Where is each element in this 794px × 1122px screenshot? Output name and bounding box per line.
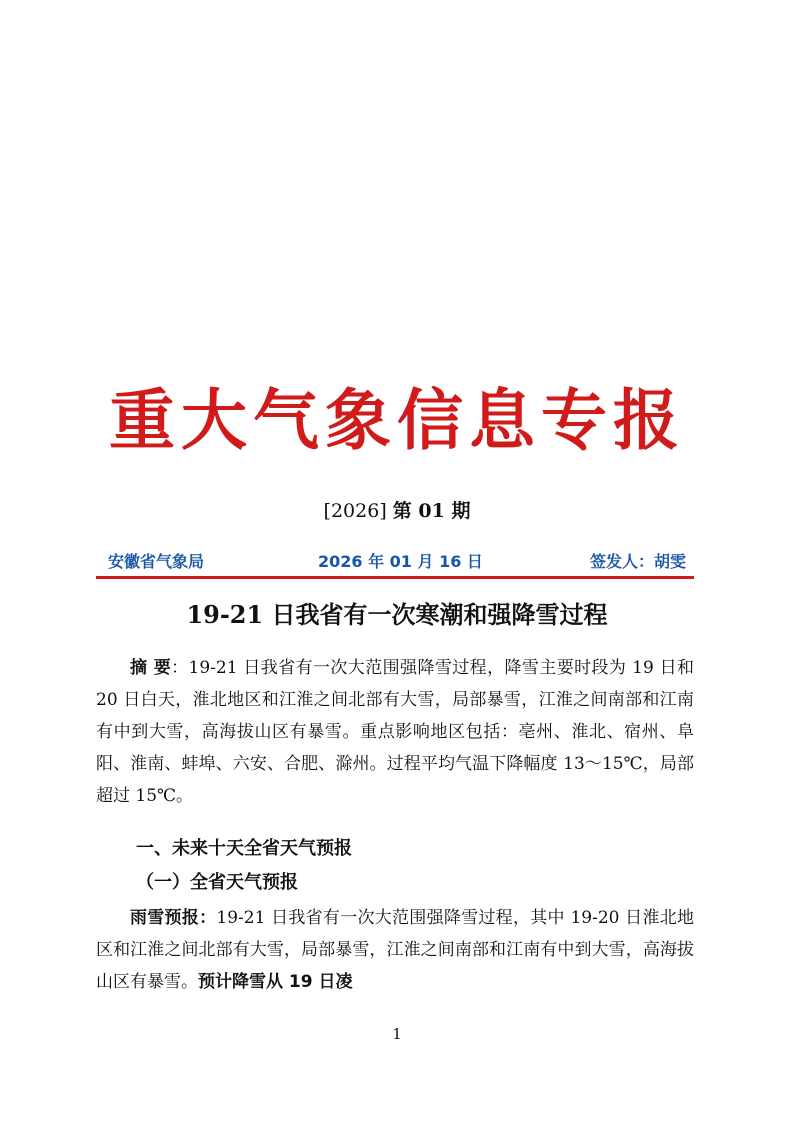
abstract-label: 摘 要 [130, 658, 172, 678]
header-divider [96, 576, 694, 579]
abstract-paragraph [96, 652, 694, 812]
issue-year: [2026] [323, 500, 387, 522]
signer: 签发人：胡雯 [589, 552, 686, 571]
page-number: 1 [392, 1025, 402, 1043]
issue-number: 第 01 期 [392, 500, 471, 522]
forecast-emphasis: 预计降雪从 19 日凌 [198, 972, 353, 992]
issue-line [0, 498, 794, 524]
forecast-text: 19-21 日我省有一次大范围强降雪过程，其中 19-20 日淮北地区和江淮之间北部有大雪，局部暴雪，江淮之间南部和江南有中到大雪，高海拔山区有暴雪。 [96, 908, 694, 992]
meta-row [108, 550, 686, 574]
forecast-label: 雨雪预报： [130, 908, 217, 928]
forecast-paragraph [96, 902, 694, 998]
abstract-text: ：19-21 日我省有一次大范围强降雪过程，降雪主要时段为 19 日和 20 日白天，淮北地区和江淮之间北部有大雪，局部暴雪，江淮之间南部和江南有中到大雪，高海拔山区有暴雪。重点影响地区包括：亳州、淮北、宿州、阜阳、淮南、蚌埠、六安、合肥、滁州。过程平均气温下降幅度 13～15℃，局部超过 15℃。 [96, 658, 694, 806]
subsection-heading: （一）全省天气预报 [136, 872, 298, 893]
section-heading: 一、未来十天全省天气预报 [136, 838, 352, 859]
masthead-title: 重大气象信息专报 [109, 381, 685, 459]
document-title: 19-21 日我省有一次寒潮和强降雪过程 [186, 600, 608, 629]
issuer: 安徽省气象局 [108, 552, 205, 571]
issue-date: 2026 年 01 月 16 日 [318, 552, 483, 571]
